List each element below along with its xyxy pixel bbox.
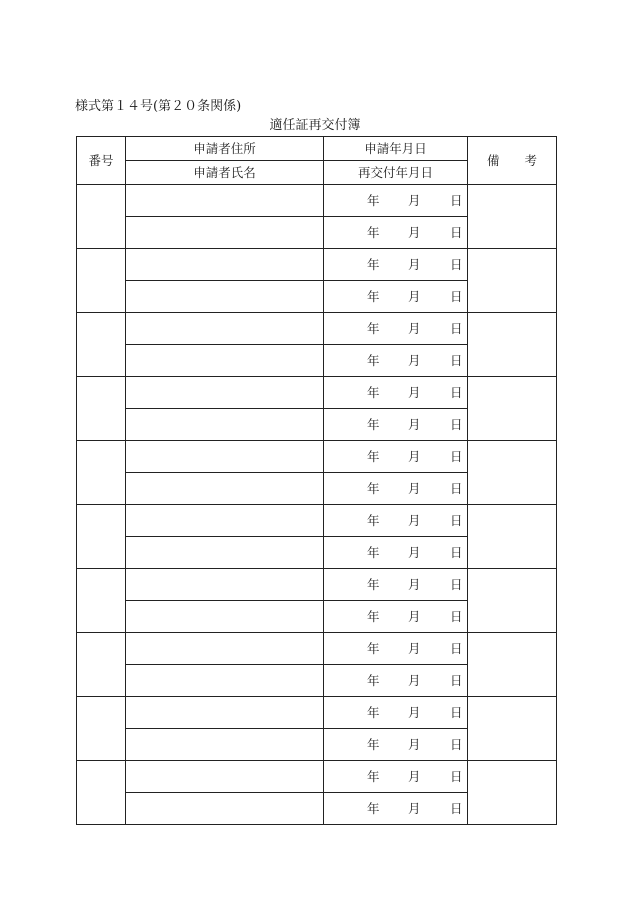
application-date-cell	[324, 569, 468, 601]
date-day-label: 日	[450, 512, 463, 528]
applicant-address-cell	[126, 313, 324, 345]
applicant-address-cell	[126, 185, 324, 217]
date-placeholder	[324, 737, 467, 753]
date-month-label: 月	[408, 512, 421, 528]
entry-number-cell	[77, 505, 126, 569]
applicant-address-cell	[126, 633, 324, 665]
date-month-label: 月	[408, 576, 421, 592]
applicant-address-cell	[126, 441, 324, 473]
date-month-label: 月	[408, 384, 421, 400]
date-placeholder	[324, 673, 467, 689]
remarks-cell	[468, 249, 557, 313]
date-year-label: 年	[367, 320, 380, 336]
date-month-label: 月	[408, 800, 421, 816]
date-day-label: 日	[450, 672, 463, 688]
date-placeholder	[324, 449, 467, 465]
date-month-label: 月	[408, 320, 421, 336]
application-date-cell	[324, 633, 468, 665]
remarks-cell	[468, 377, 557, 441]
date-month-label: 月	[408, 224, 421, 240]
date-year-label: 年	[367, 192, 380, 208]
date-placeholder	[324, 801, 467, 817]
reissue-date-cell	[324, 281, 468, 313]
entry-row	[77, 697, 557, 729]
date-year-label: 年	[367, 704, 380, 720]
applicant-address-cell	[126, 761, 324, 793]
reissue-date-cell	[324, 345, 468, 377]
applicant-address-cell	[126, 377, 324, 409]
header-row-1	[77, 137, 557, 161]
entry-number-cell	[77, 249, 126, 313]
date-placeholder	[324, 577, 467, 593]
date-year-label: 年	[367, 576, 380, 592]
date-month-label: 月	[408, 736, 421, 752]
entry-row	[77, 185, 557, 217]
entry-number-cell	[77, 441, 126, 505]
entry-number-cell	[77, 761, 126, 825]
date-day-label: 日	[450, 448, 463, 464]
applicant-name-cell	[126, 601, 324, 633]
date-month-label: 月	[408, 448, 421, 464]
application-date-cell	[324, 185, 468, 217]
date-day-label: 日	[450, 608, 463, 624]
remarks-cell	[468, 569, 557, 633]
applicant-address-cell	[126, 505, 324, 537]
date-day-label: 日	[450, 736, 463, 752]
date-placeholder	[324, 609, 467, 625]
reissue-date-cell	[324, 537, 468, 569]
date-year-label: 年	[367, 480, 380, 496]
reissue-date-cell	[324, 217, 468, 249]
reissue-date-cell	[324, 665, 468, 697]
date-year-label: 年	[367, 448, 380, 464]
date-placeholder	[324, 705, 467, 721]
applicant-address-cell	[126, 569, 324, 601]
applicant-address-cell	[126, 697, 324, 729]
date-placeholder	[324, 481, 467, 497]
application-date-cell	[324, 697, 468, 729]
date-placeholder	[324, 289, 467, 305]
entry-row	[77, 569, 557, 601]
header-reissue-date: 再交付年月日	[324, 161, 468, 185]
date-year-label: 年	[367, 800, 380, 816]
date-year-label: 年	[367, 736, 380, 752]
date-year-label: 年	[367, 256, 380, 272]
date-year-label: 年	[367, 352, 380, 368]
date-year-label: 年	[367, 768, 380, 784]
date-day-label: 日	[450, 704, 463, 720]
entry-number-cell	[77, 633, 126, 697]
entry-row	[77, 313, 557, 345]
application-date-cell	[324, 505, 468, 537]
application-date-cell	[324, 441, 468, 473]
entry-row	[77, 249, 557, 281]
date-year-label: 年	[367, 384, 380, 400]
date-day-label: 日	[450, 320, 463, 336]
reissue-date-cell	[324, 409, 468, 441]
remarks-cell	[468, 185, 557, 249]
date-month-label: 月	[408, 768, 421, 784]
date-day-label: 日	[450, 224, 463, 240]
header-applicant-address: 申請者住所	[126, 137, 324, 161]
applicant-name-cell	[126, 409, 324, 441]
date-placeholder	[324, 193, 467, 209]
applicant-name-cell	[126, 729, 324, 761]
date-placeholder	[324, 257, 467, 273]
date-placeholder	[324, 385, 467, 401]
entry-row	[77, 377, 557, 409]
remarks-cell	[468, 697, 557, 761]
date-placeholder	[324, 769, 467, 785]
date-day-label: 日	[450, 576, 463, 592]
date-day-label: 日	[450, 544, 463, 560]
date-placeholder	[324, 545, 467, 561]
header-application-date: 申請年月日	[324, 137, 468, 161]
reissue-date-cell	[324, 729, 468, 761]
applicant-name-cell	[126, 793, 324, 825]
date-day-label: 日	[450, 768, 463, 784]
date-year-label: 年	[367, 672, 380, 688]
date-month-label: 月	[408, 416, 421, 432]
applicant-name-cell	[126, 281, 324, 313]
date-day-label: 日	[450, 192, 463, 208]
date-month-label: 月	[408, 672, 421, 688]
application-date-cell	[324, 313, 468, 345]
date-month-label: 月	[408, 608, 421, 624]
reissue-date-cell	[324, 473, 468, 505]
reissue-date-cell	[324, 601, 468, 633]
register-title: 適任証再交付簿	[269, 118, 361, 133]
date-month-label: 月	[408, 352, 421, 368]
applicant-name-cell	[126, 473, 324, 505]
date-month-label: 月	[408, 640, 421, 656]
date-day-label: 日	[450, 288, 463, 304]
date-placeholder	[324, 417, 467, 433]
entry-row	[77, 505, 557, 537]
date-placeholder	[324, 225, 467, 241]
remarks-cell	[468, 633, 557, 697]
date-year-label: 年	[367, 608, 380, 624]
entry-row	[77, 441, 557, 473]
application-date-cell	[324, 761, 468, 793]
reissue-register-table	[76, 136, 557, 825]
header-number: 番号	[77, 137, 126, 185]
entry-number-cell	[77, 185, 126, 249]
header-applicant-name: 申請者氏名	[126, 161, 324, 185]
date-month-label: 月	[408, 256, 421, 272]
date-year-label: 年	[367, 416, 380, 432]
remarks-cell	[468, 441, 557, 505]
applicant-name-cell	[126, 665, 324, 697]
entry-number-cell	[77, 377, 126, 441]
date-placeholder	[324, 641, 467, 657]
entry-number-cell	[77, 569, 126, 633]
applicant-name-cell	[126, 217, 324, 249]
date-placeholder	[324, 513, 467, 529]
date-day-label: 日	[450, 256, 463, 272]
reissue-date-cell	[324, 793, 468, 825]
date-year-label: 年	[367, 224, 380, 240]
remarks-cell	[468, 761, 557, 825]
applicant-address-cell	[126, 249, 324, 281]
date-year-label: 年	[367, 288, 380, 304]
remarks-cell	[468, 313, 557, 377]
date-day-label: 日	[450, 352, 463, 368]
date-placeholder	[324, 353, 467, 369]
date-year-label: 年	[367, 544, 380, 560]
date-month-label: 月	[408, 544, 421, 560]
date-day-label: 日	[450, 800, 463, 816]
form-number: 様式第１４号(第２０条関係)	[75, 99, 242, 114]
entry-row	[77, 761, 557, 793]
application-date-cell	[324, 377, 468, 409]
date-day-label: 日	[450, 416, 463, 432]
date-month-label: 月	[408, 192, 421, 208]
entry-number-cell	[77, 313, 126, 377]
date-day-label: 日	[450, 640, 463, 656]
applicant-name-cell	[126, 345, 324, 377]
date-month-label: 月	[408, 288, 421, 304]
applicant-name-cell	[126, 537, 324, 569]
date-day-label: 日	[450, 480, 463, 496]
entry-number-cell	[77, 697, 126, 761]
remarks-cell	[468, 505, 557, 569]
date-month-label: 月	[408, 480, 421, 496]
date-year-label: 年	[367, 512, 380, 528]
application-date-cell	[324, 249, 468, 281]
date-day-label: 日	[450, 384, 463, 400]
date-placeholder	[324, 321, 467, 337]
date-month-label: 月	[408, 704, 421, 720]
date-year-label: 年	[367, 640, 380, 656]
header-remarks: 備 考	[468, 137, 557, 185]
entry-row	[77, 633, 557, 665]
